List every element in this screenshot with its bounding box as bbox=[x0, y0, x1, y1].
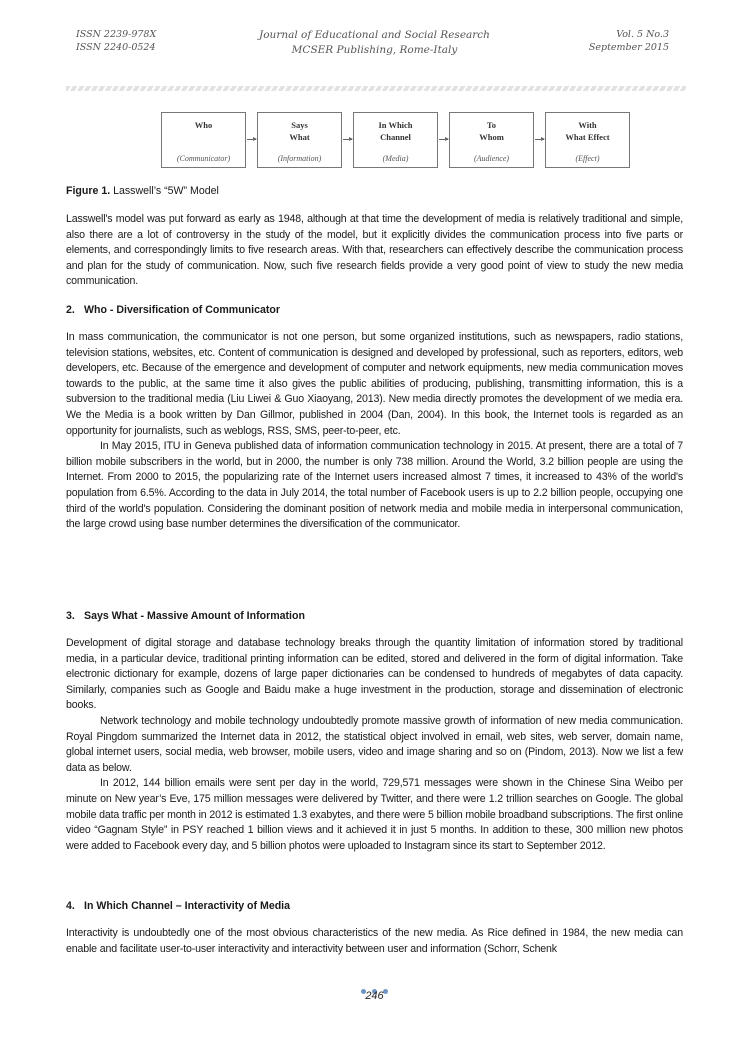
box-title: Says bbox=[291, 119, 308, 130]
journal-title: Journal of Educational and Social Research bbox=[259, 29, 490, 41]
page-number: 246 bbox=[365, 990, 384, 1002]
section-title: Says What - Massive Amount of Information bbox=[84, 610, 305, 622]
header-divider bbox=[66, 86, 686, 91]
box-subtitle: (Audience) bbox=[473, 153, 510, 163]
box-subtitle: (Effect) bbox=[575, 153, 600, 163]
paragraph: In 2012, 144 billion emails were sent per day in the world, 729,571 messages were shown in the Chinese Sina Weibo per minute on New year’s Eve, 175 million messages were delivered by Twitter, and there were 1.2 trillion searches on Google. The global mobile data traffic per month in 2012 is estimated 1.3 exabytes, and there were 5 billion mobile broadband subscriptions. The first online video “Gagnam Style” in PSY reached 1 billion views and it achieved it in just 5 months. In addition to these, 300 million new photos were added to Facebook every day, and 5 billion photos were uploaded to Instagram since its start to September 2012. bbox=[66, 777, 683, 852]
paragraph: In May 2015, ITU in Geneva published data of information communication technology in 2015. At present, there are a total of 7 billion mobile subscribers in the world, but in 2000, the number is only 738 million. Around the World, 3.2 billion people are using the Internet. From 2000 to 2015, the popularizing rate of the Internet users increased almost 7 times, it increased to 43% of the world's population from 6.5%. According to the data in July 2014, the total number of Facebook users is up to 2.2 billion people, occupying one third of the world's population. Considering the dominant position of network media and mobile media in interpersonal communication, the large crowd using base number determines the diversification of the communicator. bbox=[66, 440, 683, 531]
section-3-body bbox=[66, 636, 683, 854]
diagram-box-to-whom bbox=[449, 112, 534, 168]
section-heading-4 bbox=[66, 900, 290, 912]
diagram-box-says-what bbox=[257, 112, 342, 168]
paragraph: Development of digital storage and database technology breaks through the quantity limitation of information stored by traditional media, in a particular device, traditional printing information can be edited, stored and delivered in the form of digital information. Take electronic dictionary for example, dozens of large paper dictionaries can be condensed to hundreds of megabytes of data capacity. Similarly, companies such as Google and Baidu make a huge investment in the production, storage and dissemination of electronic books. bbox=[66, 637, 683, 712]
box-title-2: Whom bbox=[479, 131, 504, 142]
section-title: In Which Channel – Interactivity of Media bbox=[84, 900, 291, 912]
section-2-body bbox=[66, 330, 683, 533]
section-heading-3 bbox=[66, 610, 305, 622]
box-title: To bbox=[486, 119, 497, 130]
intro-paragraph-block bbox=[66, 212, 683, 290]
issn-online: ISSN 2240-0524 bbox=[76, 42, 156, 53]
caption-label: Figure 1. bbox=[66, 185, 111, 197]
paragraph: Lasswell's model was put forward as early as 1948, although at that time the development of media is relatively traditional and simple, also there are a lot of controversy in the study of the model, but it explicitly divides the communication process into five parts or elements, and correspondingly limits to five research areas. With that, researchers can effectively describe the communication process and plan for the study of communication. Now, such five research fields provide a very good point of view to study the new media communication. bbox=[66, 213, 683, 288]
publisher: MCSER Publishing, Rome-Italy bbox=[291, 44, 458, 56]
box-title-2: What bbox=[289, 131, 310, 142]
paragraph: In mass communication, the communicator is not one person, but some organized institutions, such as newspapers, radio stations, television stations, websites, etc. Content of communication is designed and developed by professional, such as reporters, editors, web developers, etc. Because of the emergence and development of computer and network equipments, new media communication moves towards to the public, at the same time it also gives the public abilities of producing, publishing, transmitting information, this is a subversion to the traditional media (Liu Liwei & Guo Xiaoyang, 2013). New media directly promotes the development of we media era. We the Media is a book written by Dan Gillmor, published in 2004 (Dan, 2004). In this book, the Internet tools is regarded as an opportunity for journalists, such as weblogs, RSS, SMS, peer-to-peer, etc. bbox=[66, 331, 683, 437]
box-title-2: What Effect bbox=[565, 131, 610, 142]
diagram-box-with-what-effect bbox=[545, 112, 630, 168]
box-subtitle: (Communicator) bbox=[176, 153, 231, 163]
box-title: With bbox=[578, 119, 597, 130]
paragraph: Network technology and mobile technology undoubtedly promote massive growth of information of new media communication. Royal Pingdom summarized the Internet data in 2012, the statistical object involved in email, web sites, web server, domain name, global internet users, social media, web browser, mobile users, video and image sharing and so on (Pindom, 2013). Now we list a few data as below. bbox=[66, 714, 683, 774]
volume-block bbox=[589, 28, 669, 54]
volume: Vol. 5 No.3 bbox=[616, 29, 669, 40]
section-number: 2. bbox=[66, 304, 75, 316]
section-number: 3. bbox=[66, 610, 75, 622]
section-number: 4. bbox=[66, 900, 75, 912]
issue-date: September 2015 bbox=[588, 42, 669, 53]
section-4-body bbox=[66, 926, 683, 957]
box-subtitle: (Media) bbox=[382, 153, 409, 163]
box-title-2: Channel bbox=[380, 131, 411, 142]
arrow-icon bbox=[439, 139, 448, 140]
caption-text: Lasswell’s “5W” Model bbox=[110, 185, 219, 197]
section-heading-2 bbox=[66, 304, 280, 316]
box-title: In Which bbox=[378, 119, 413, 130]
issn-print: ISSN 2239-978X bbox=[76, 29, 157, 40]
box-title: Who bbox=[194, 119, 213, 130]
lasswell-5w-diagram bbox=[161, 111, 630, 168]
arrow-icon bbox=[535, 139, 544, 140]
paragraph: Interactivity is undoubtedly one of the most obvious characteristics of the new media. As Rice defined in 1984, the new media can enable and facilitate user-to-user interactivity and interactivity between user and information (Schorr, Schenk bbox=[66, 927, 683, 955]
diagram-box-who bbox=[161, 112, 246, 168]
section-title: Who - Diversification of Communicator bbox=[84, 304, 280, 316]
box-subtitle: (Information) bbox=[277, 153, 322, 163]
figure-caption bbox=[66, 185, 219, 197]
diagram-box-in-which-channel bbox=[353, 112, 438, 168]
arrow-icon bbox=[247, 139, 256, 140]
arrow-icon bbox=[343, 139, 352, 140]
